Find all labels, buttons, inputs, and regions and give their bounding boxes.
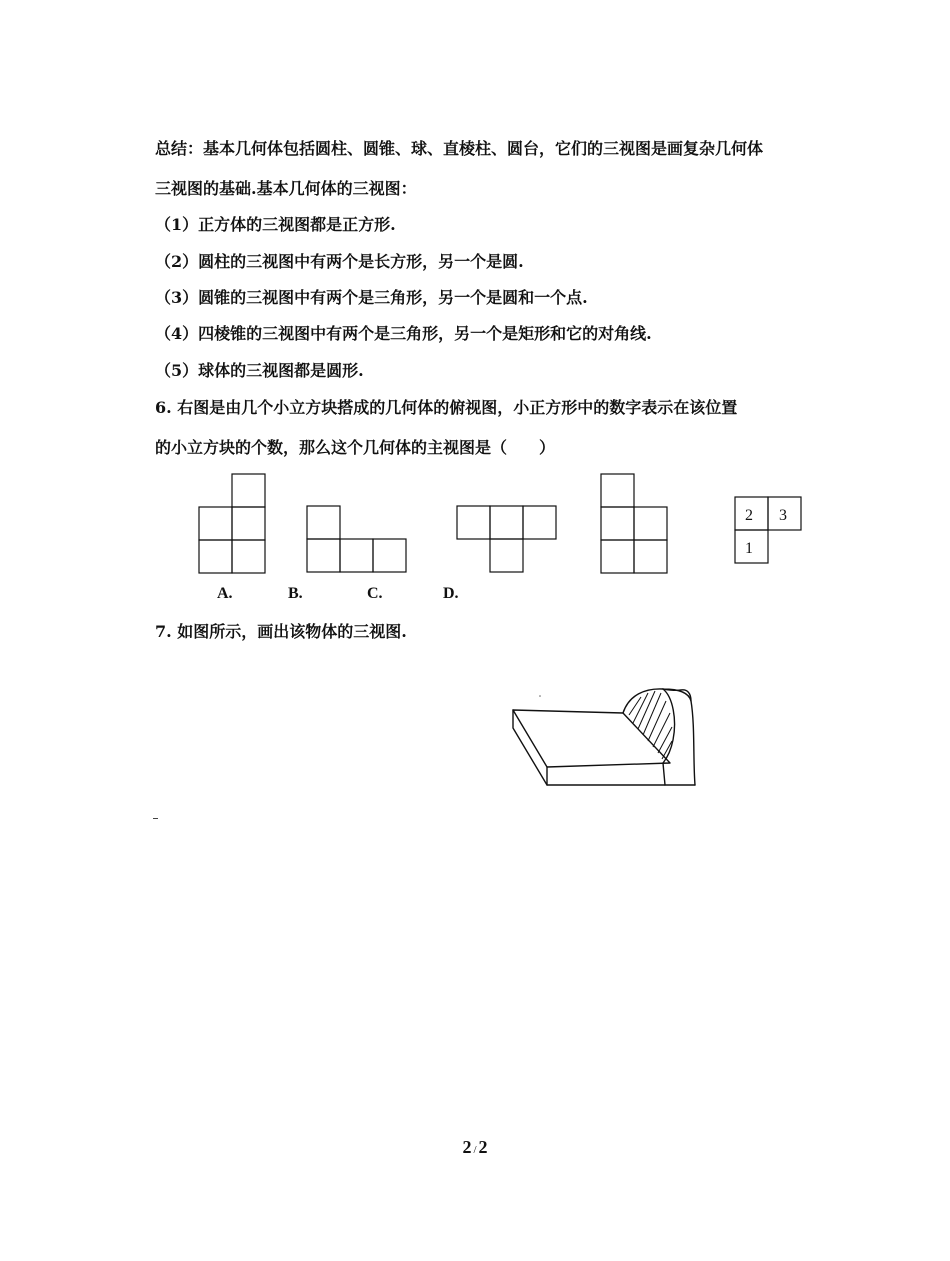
page-number [0, 1137, 950, 1158]
summary-item-3: （3）圆锥的三视图中有两个是三角形，另一个是圆和一个点. [155, 288, 588, 307]
option-b-label: B. [288, 585, 303, 602]
summary-line-2: 三视图的基础.基本几何体的三视图： [155, 179, 417, 198]
top-view-grid [734, 496, 804, 566]
option-c-figure [456, 505, 558, 574]
option-a-figure [198, 473, 268, 574]
page-current: 2 [462, 1137, 472, 1157]
page-separator: / [473, 1144, 477, 1156]
option-d-figure [600, 473, 670, 574]
option-a-label: A. [217, 585, 233, 602]
summary-item-1: （1）正方体的三视图都是正方形. [155, 215, 396, 234]
stray-mark [153, 818, 158, 819]
grid-number-2: 2 [745, 507, 753, 524]
object-3d-figure [505, 685, 705, 790]
page-total: 2 [478, 1137, 488, 1157]
summary-item-5: （5）球体的三视图都是圆形. [155, 361, 364, 380]
summary-item-4: （4）四棱锥的三视图中有两个是三角形，另一个是矩形和它的对角线. [155, 324, 652, 343]
q7-line-1: 7. 如图所示，画出该物体的三视图. [155, 622, 407, 641]
grid-number-1: 1 [745, 540, 753, 557]
summary-line-1: 总结：基本几何体包括圆柱、圆锥、球、直棱柱、圆台，它们的三视图是画复杂几何体 [155, 139, 764, 158]
q6-line-2: 的小立方块的个数，那么这个几何体的主视图是（ ） [155, 438, 556, 457]
option-d-label: D. [443, 585, 459, 602]
option-b-figure [306, 505, 408, 574]
option-c-label: C. [367, 585, 383, 602]
summary-item-2: （2）圆柱的三视图中有两个是长方形，另一个是圆. [155, 252, 524, 271]
q6-line-1: 6. 右图是由几个小立方块搭成的几何体的俯视图，小正方形中的数字表示在该位置 [155, 398, 738, 417]
grid-number-3: 3 [779, 507, 787, 524]
